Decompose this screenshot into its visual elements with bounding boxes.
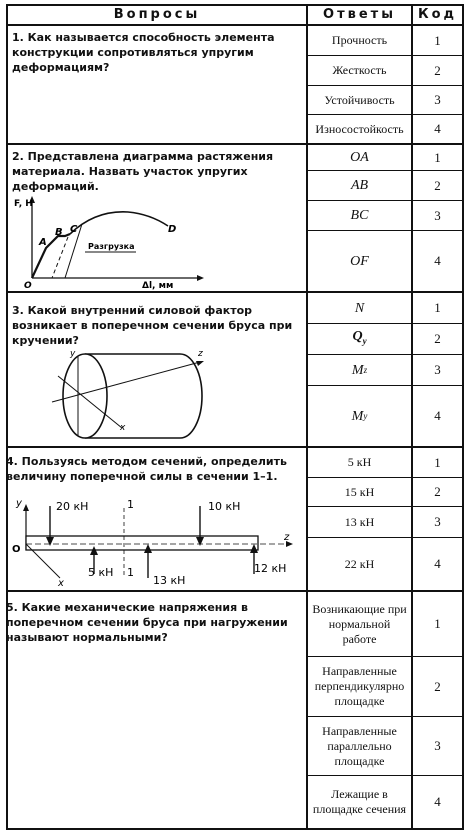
header-code: Код	[417, 7, 458, 22]
question-3-text: 3. Какой внутренний силовой фактор возникает в поперечном сечении бруса при кручении?	[12, 304, 293, 347]
point-d-label: D	[168, 224, 177, 235]
table-border-right	[462, 4, 464, 830]
answer-option[interactable]: Направленные перпендикулярно площадке	[314, 664, 405, 708]
y-axis-label: y	[70, 349, 76, 359]
point-b-label: B	[55, 227, 63, 238]
z-axis-label: z	[198, 349, 203, 359]
question-1-text: 1. Как называется способность элемента конструкции сопротивляться упругим деформациям?	[12, 31, 275, 74]
tension-diagram	[10, 190, 210, 290]
answer-code: 4	[434, 253, 441, 268]
answer-option[interactable]: Лежащие в площадке сечения	[312, 787, 407, 816]
answer-code: 3	[434, 738, 441, 753]
answer-option[interactable]: M z	[351, 362, 368, 378]
answer-code: 2	[434, 678, 441, 694]
answer-option[interactable]: Устойчивость	[324, 92, 395, 107]
force-label: 13 кН	[153, 574, 186, 587]
z-axis-label: z	[284, 532, 290, 543]
answer-code: 3	[434, 514, 441, 529]
answer-code: 4	[434, 408, 441, 423]
header-answers: Ответы	[323, 7, 396, 22]
force-label: 5 кН	[88, 566, 114, 579]
answer-option[interactable]: 13 кН	[344, 514, 375, 529]
torsion-shaft-diagram	[50, 340, 210, 440]
answer-option[interactable]: M y	[351, 408, 368, 424]
answer-code: 1	[434, 300, 441, 315]
force-label: 12 кН	[254, 562, 287, 575]
answer-code: 4	[434, 556, 441, 571]
answer-option[interactable]: Направленные параллельно площадке	[322, 723, 397, 768]
answer-option[interactable]: AB	[350, 178, 369, 193]
answer-code: 1	[434, 454, 441, 470]
answer-option[interactable]: 22 кН	[344, 556, 375, 571]
answer-code: 2	[434, 177, 441, 193]
question-2-text: 2. Представлена диаграмма растяжения материала. Назвать участок упругих деформаций.	[12, 150, 274, 193]
force-label: 20 кН	[56, 500, 89, 513]
answer-code: 3	[434, 92, 441, 107]
answer-option[interactable]: $Q_y$	[352, 329, 367, 346]
answer-option[interactable]: Возникающие при нормальной работе	[312, 601, 407, 646]
y-axis-label: y	[16, 498, 22, 509]
origin-label: O	[24, 281, 32, 290]
point-a-label: A	[39, 237, 47, 248]
unload-label: Разгрузка	[88, 242, 135, 251]
force-label: 10 кН	[208, 500, 241, 513]
answer-code: 4	[434, 121, 441, 136]
table-border-bottom	[6, 828, 464, 830]
answer-option[interactable]: N	[354, 300, 365, 316]
x-axis-label: x	[58, 578, 64, 588]
header-questions: Вопросы	[113, 7, 201, 22]
answer-code: 3	[434, 207, 441, 223]
answer-code: 2	[434, 62, 441, 78]
beam-diagram	[8, 488, 303, 588]
x-axis-label: Δl, мм	[142, 281, 174, 290]
section-label: 1	[127, 566, 134, 579]
y-axis-label: F, Н	[14, 199, 33, 209]
answer-option[interactable]: 5 кН	[347, 455, 372, 469]
answer-code: 1	[434, 616, 441, 631]
point-c-label: C	[70, 224, 78, 235]
answer-option[interactable]: BC	[350, 208, 369, 223]
answer-option[interactable]: OA	[350, 150, 369, 165]
x-axis-label: x	[120, 423, 126, 433]
answer-option[interactable]: OF	[350, 253, 369, 269]
table-border-left	[6, 4, 8, 830]
answer-code: 4	[434, 794, 441, 809]
answer-option[interactable]: Жесткость	[332, 63, 387, 77]
answer-code: 1	[434, 149, 441, 165]
answer-code: 2	[434, 484, 441, 499]
answer-option[interactable]: Прочность	[331, 33, 388, 47]
answer-option[interactable]: 15 кН	[344, 484, 375, 499]
answer-code: 3	[434, 362, 441, 377]
answer-code: 2	[434, 331, 441, 346]
question-5-text: 5. Какие механические напряжения в поперечном сечении бруса при нагружении называют нормальными?	[6, 601, 288, 644]
origin-label: O	[12, 544, 21, 555]
section-label: 1	[127, 498, 134, 511]
question-4-text: 4. Пользуясь методом сечений, определить величину поперечной силы в сечении 1–1.	[6, 455, 287, 483]
answer-option[interactable]: Износостойкость	[315, 121, 404, 136]
answer-code: 1	[434, 32, 441, 48]
